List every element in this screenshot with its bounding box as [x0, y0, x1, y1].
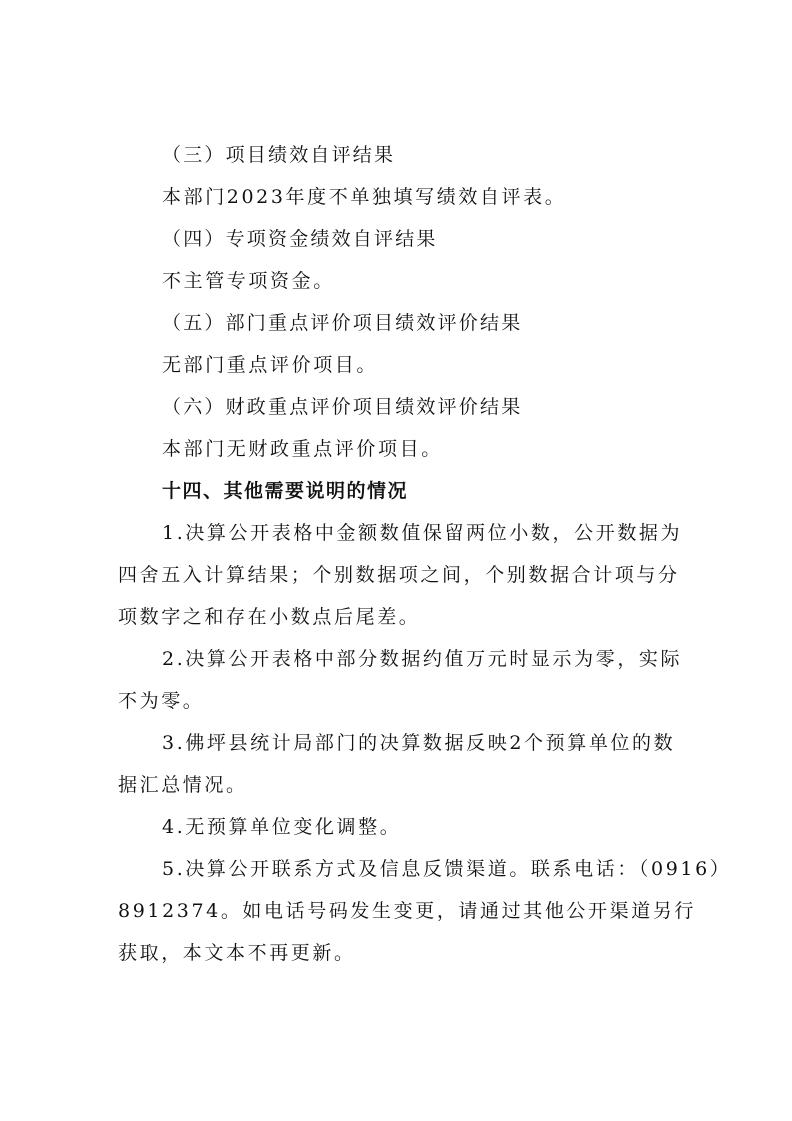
section-body-5: 无部门重点评价项目。	[162, 354, 379, 376]
note-5-line-3: 获取，本文本不再更新。	[118, 942, 356, 964]
section-heading-6: （六）财政重点评价项目绩效评价结果	[162, 396, 523, 418]
note-3-line-2: 据汇总情况。	[118, 774, 248, 796]
note-4-line-1: 4.无预算单位变化调整。	[162, 816, 402, 838]
note-2-line-1: 2.决算公开表格中部分数据约值万元时显示为零，实际	[162, 648, 683, 670]
note-1-line-2: 四舍五入计算结果；个别数据项之间，个别数据合计项与分	[118, 564, 680, 586]
note-3-line-1: 3.佛坪县统计局部门的决算数据反映2个预算单位的数	[162, 732, 676, 754]
note-1-line-3: 项数字之和存在小数点后尾差。	[118, 606, 421, 628]
section-body-4: 不主管专项资金。	[162, 270, 335, 292]
note-1-line-1: 1.决算公开表格中金额数值保留两位小数，公开数据为	[162, 522, 683, 544]
note-5-line-2: 8912374。如电话号码发生变更，请通过其他公开渠道另行	[118, 900, 697, 922]
note-2-line-2: 不为零。	[118, 690, 205, 712]
section-heading-4: （四）专项资金绩效自评结果	[162, 228, 438, 250]
section-heading-3: （三）项目绩效自评结果	[162, 144, 396, 166]
chapter-heading: 十四、其他需要说明的情况	[162, 480, 409, 502]
document-body	[118, 134, 732, 974]
section-body-3: 本部门2023年度不单独填写绩效自评表。	[162, 186, 567, 208]
section-body-6: 本部门无财政重点评价项目。	[162, 438, 443, 460]
note-5-line-1: 5.决算公开联系方式及信息反馈渠道。联系电话：（0916）	[162, 858, 732, 880]
section-heading-5: （五）部门重点评价项目绩效评价结果	[162, 312, 523, 334]
